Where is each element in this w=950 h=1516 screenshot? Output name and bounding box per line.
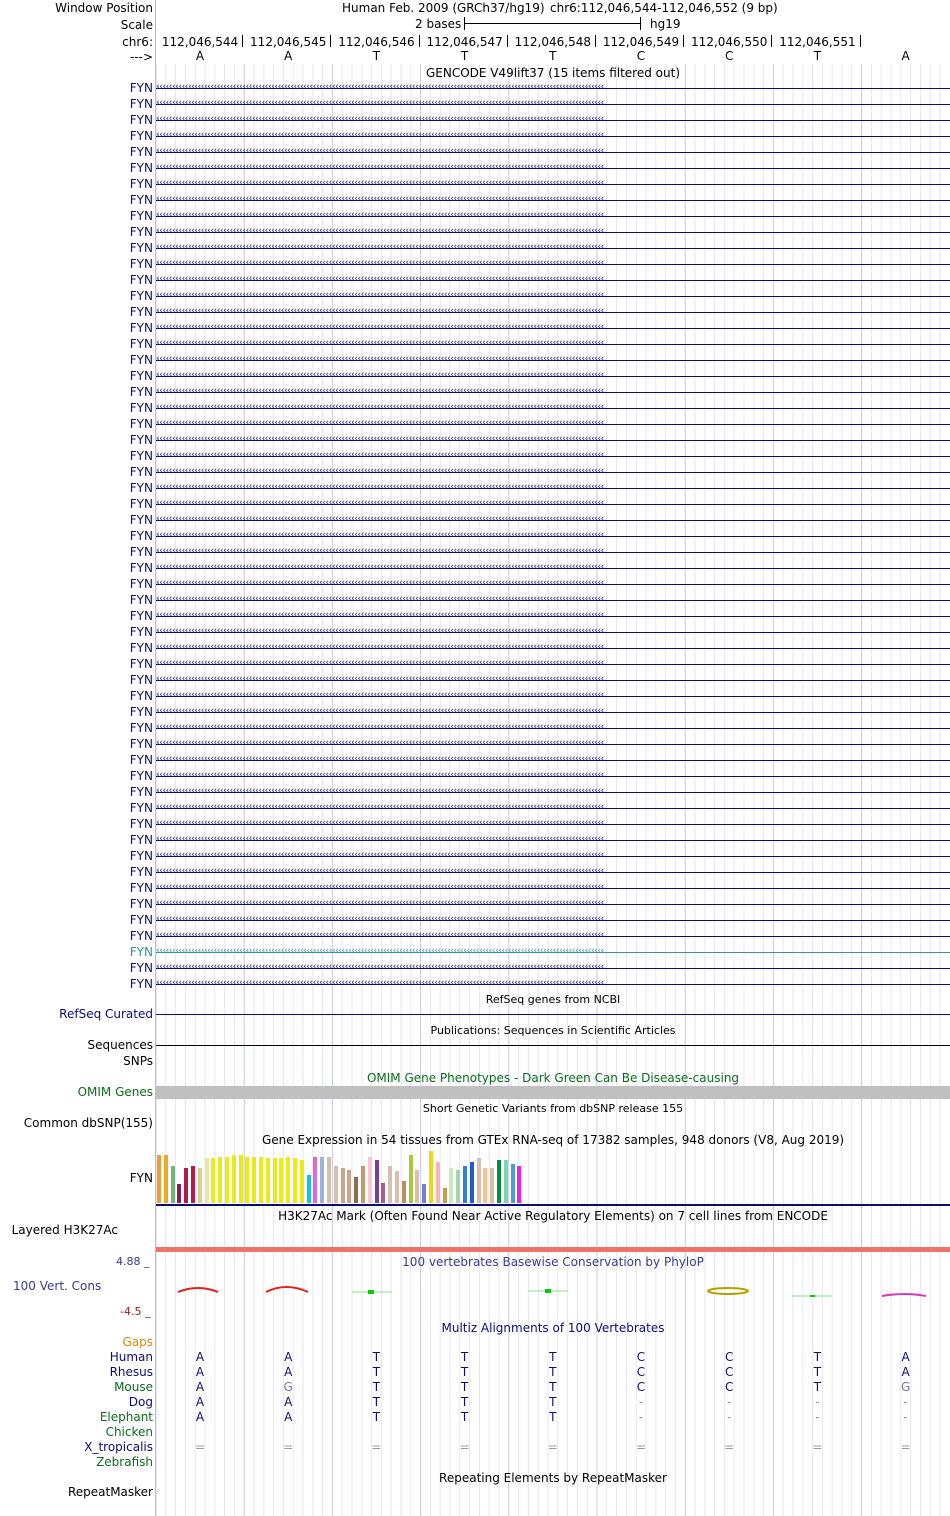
gencode-gene-label[interactable]: FYN [129,129,153,143]
strand-arrows: ‹‹‹‹‹‹‹‹‹‹‹‹‹‹‹‹‹‹‹‹‹‹‹‹‹‹‹‹‹‹‹‹‹‹‹‹‹‹‹‹‹‹‹‹‹‹‹‹‹‹‹‹‹‹‹‹‹‹‹‹‹‹‹‹‹‹‹‹‹‹‹‹‹‹‹‹‹‹‹‹‹‹‹‹‹‹‹‹‹‹‹‹‹‹‹‹‹‹‹‹‹‹‹‹‹‹‹‹‹‹‹‹‹‹‹‹‹‹‹‹‹‹‹‹‹‹‹‹‹‹‹‹‹‹‹‹‹‹‹‹ [156,274,604,284]
strand-arrows: ‹‹‹‹‹‹‹‹‹‹‹‹‹‹‹‹‹‹‹‹‹‹‹‹‹‹‹‹‹‹‹‹‹‹‹‹‹‹‹‹‹‹‹‹‹‹‹‹‹‹‹‹‹‹‹‹‹‹‹‹‹‹‹‹‹‹‹‹‹‹‹‹‹‹‹‹‹‹‹‹‹‹‹‹‹‹‹‹‹‹‹‹‹‹‹‹‹‹‹‹‹‹‹‹‹‹‹‹‹‹‹‹‹‹‹‹‹‹‹‹‹‹‹‹‹‹‹‹‹‹‹‹‹‹‹‹‹‹‹‹ [156,514,604,524]
gencode-gene-label[interactable]: FYN [129,369,153,383]
gencode-gene-label[interactable]: FYN [129,417,153,431]
aligned-base: C [724,1365,734,1379]
aligned-base: C [636,1350,646,1364]
gtex-tissue-bar[interactable] [483,1168,487,1203]
gtex-tissue-bar[interactable] [327,1157,331,1203]
gencode-gene-label[interactable]: FYN [129,113,153,127]
gencode-gene-label[interactable]: FYN [129,497,153,511]
strand-arrows: ‹‹‹‹‹‹‹‹‹‹‹‹‹‹‹‹‹‹‹‹‹‹‹‹‹‹‹‹‹‹‹‹‹‹‹‹‹‹‹‹‹‹‹‹‹‹‹‹‹‹‹‹‹‹‹‹‹‹‹‹‹‹‹‹‹‹‹‹‹‹‹‹‹‹‹‹‹‹‹‹‹‹‹‹‹‹‹‹‹‹‹‹‹‹‹‹‹‹‹‹‹‹‹‹‹‹‹‹‹‹‹‹‹‹‹‹‹‹‹‹‹‹‹‹‹‹‹‹‹‹‹‹‹‹‹‹‹‹‹‹ [156,242,604,252]
strand-arrows: ‹‹‹‹‹‹‹‹‹‹‹‹‹‹‹‹‹‹‹‹‹‹‹‹‹‹‹‹‹‹‹‹‹‹‹‹‹‹‹‹‹‹‹‹‹‹‹‹‹‹‹‹‹‹‹‹‹‹‹‹‹‹‹‹‹‹‹‹‹‹‹‹‹‹‹‹‹‹‹‹‹‹‹‹‹‹‹‹‹‹‹‹‹‹‹‹‹‹‹‹‹‹‹‹‹‹‹‹‹‹‹‹‹‹‹‹‹‹‹‹‹‹‹‹‹‹‹‹‹‹‹‹‹‹‹‹‹‹‹‹ [156,546,604,556]
gtex-tissue-bar[interactable] [245,1157,249,1203]
aligned-base: G [900,1380,911,1394]
gtex-tissue-bar[interactable] [415,1170,419,1203]
aligned-base: T [549,1365,557,1379]
gencode-gene-label[interactable]: FYN [129,609,153,623]
gtex-tissue-bar[interactable] [443,1188,447,1203]
gencode-gene-label[interactable]: FYN [129,401,153,415]
aligned-base: A [901,1350,910,1364]
reference-base: A [284,49,293,63]
ruler-coord: 112,046,549 [602,35,680,49]
gencode-gene-label[interactable]: FYN [129,193,153,207]
gtex-tissue-bar[interactable] [517,1166,521,1203]
aligned-base: A [284,1350,293,1364]
reference-base: T [372,49,381,63]
strand-arrows: ‹‹‹‹‹‹‹‹‹‹‹‹‹‹‹‹‹‹‹‹‹‹‹‹‹‹‹‹‹‹‹‹‹‹‹‹‹‹‹‹‹‹‹‹‹‹‹‹‹‹‹‹‹‹‹‹‹‹‹‹‹‹‹‹‹‹‹‹‹‹‹‹‹‹‹‹‹‹‹‹‹‹‹‹‹‹‹‹‹‹‹‹‹‹‹‹‹‹‹‹‹‹‹‹‹‹‹‹‹‹‹‹‹‹‹‹‹‹‹‹‹‹‹‹‹‹‹‹‹‹‹‹‹‹‹‹‹‹‹‹ [156,690,604,700]
species-label[interactable]: Dog [128,1395,153,1409]
gencode-gene-label[interactable]: FYN [129,273,153,287]
scale-bar-right-cap [640,17,641,30]
gtex-tissue-bar[interactable] [191,1166,195,1203]
strand-arrows: ‹‹‹‹‹‹‹‹‹‹‹‹‹‹‹‹‹‹‹‹‹‹‹‹‹‹‹‹‹‹‹‹‹‹‹‹‹‹‹‹‹‹‹‹‹‹‹‹‹‹‹‹‹‹‹‹‹‹‹‹‹‹‹‹‹‹‹‹‹‹‹‹‹‹‹‹‹‹‹‹‹‹‹‹‹‹‹‹‹‹‹‹‹‹‹‹‹‹‹‹‹‹‹‹‹‹‹‹‹‹‹‹‹‹‹‹‹‹‹‹‹‹‹‹‹‹‹‹‹‹‹‹‹‹‹‹‹‹‹‹ [156,850,604,860]
aligned-base: T [813,1350,822,1364]
gtex-tissue-bar[interactable] [293,1158,297,1203]
aligned-base: T [372,1380,381,1394]
strand-arrows: ‹‹‹‹‹‹‹‹‹‹‹‹‹‹‹‹‹‹‹‹‹‹‹‹‹‹‹‹‹‹‹‹‹‹‹‹‹‹‹‹‹‹‹‹‹‹‹‹‹‹‹‹‹‹‹‹‹‹‹‹‹‹‹‹‹‹‹‹‹‹‹‹‹‹‹‹‹‹‹‹‹‹‹‹‹‹‹‹‹‹‹‹‹‹‹‹‹‹‹‹‹‹‹‹‹‹‹‹‹‹‹‹‹‹‹‹‹‹‹‹‹‹‹‹‹‹‹‹‹‹‹‹‹‹‹‹‹‹‹‹ [156,914,604,924]
gtex-tissue-bar[interactable] [436,1162,440,1203]
species-label[interactable]: Rhesus [109,1365,153,1379]
aligned-base: A [284,1395,293,1409]
aligned-base: = [371,1440,382,1454]
aligned-base: T [460,1395,469,1409]
strand-arrows: ‹‹‹‹‹‹‹‹‹‹‹‹‹‹‹‹‹‹‹‹‹‹‹‹‹‹‹‹‹‹‹‹‹‹‹‹‹‹‹‹‹‹‹‹‹‹‹‹‹‹‹‹‹‹‹‹‹‹‹‹‹‹‹‹‹‹‹‹‹‹‹‹‹‹‹‹‹‹‹‹‹‹‹‹‹‹‹‹‹‹‹‹‹‹‹‹‹‹‹‹‹‹‹‹‹‹‹‹‹‹‹‹‹‹‹‹‹‹‹‹‹‹‹‹‹‹‹‹‹‹‹‹‹‹‹‹‹‹‹‹ [156,658,604,668]
strand-arrows: ‹‹‹‹‹‹‹‹‹‹‹‹‹‹‹‹‹‹‹‹‹‹‹‹‹‹‹‹‹‹‹‹‹‹‹‹‹‹‹‹‹‹‹‹‹‹‹‹‹‹‹‹‹‹‹‹‹‹‹‹‹‹‹‹‹‹‹‹‹‹‹‹‹‹‹‹‹‹‹‹‹‹‹‹‹‹‹‹‹‹‹‹‹‹‹‹‹‹‹‹‹‹‹‹‹‹‹‹‹‹‹‹‹‹‹‹‹‹‹‹‹‹‹‹‹‹‹‹‹‹‹‹‹‹‹‹‹‹‹‹ [156,194,604,204]
strand-arrows: ‹‹‹‹‹‹‹‹‹‹‹‹‹‹‹‹‹‹‹‹‹‹‹‹‹‹‹‹‹‹‹‹‹‹‹‹‹‹‹‹‹‹‹‹‹‹‹‹‹‹‹‹‹‹‹‹‹‹‹‹‹‹‹‹‹‹‹‹‹‹‹‹‹‹‹‹‹‹‹‹‹‹‹‹‹‹‹‹‹‹‹‹‹‹‹‹‹‹‹‹‹‹‹‹‹‹‹‹‹‹‹‹‹‹‹‹‹‹‹‹‹‹‹‹‹‹‹‹‹‹‹‹‹‹‹‹‹‹‹‹ [156,802,604,812]
reference-base: T [549,49,557,63]
aligned-base: = [812,1440,823,1454]
gencode-gene-label[interactable]: FYN [129,929,153,943]
aligned-base: A [901,1365,910,1379]
gtex-track-title[interactable]: Gene Expression in 54 tissues from GTEx RNA-seq of 17382 samples, 948 donors (V8, Aug 2019) [261,1133,845,1147]
aligned-base: A [284,1410,293,1424]
strand-arrows: ‹‹‹‹‹‹‹‹‹‹‹‹‹‹‹‹‹‹‹‹‹‹‹‹‹‹‹‹‹‹‹‹‹‹‹‹‹‹‹‹‹‹‹‹‹‹‹‹‹‹‹‹‹‹‹‹‹‹‹‹‹‹‹‹‹‹‹‹‹‹‹‹‹‹‹‹‹‹‹‹‹‹‹‹‹‹‹‹‹‹‹‹‹‹‹‹‹‹‹‹‹‹‹‹‹‹‹‹‹‹‹‹‹‹‹‹‹‹‹‹‹‹‹‹‹‹‹‹‹‹‹‹‹‹‹‹‹‹‹‹ [156,98,604,108]
strand-arrows: ‹‹‹‹‹‹‹‹‹‹‹‹‹‹‹‹‹‹‹‹‹‹‹‹‹‹‹‹‹‹‹‹‹‹‹‹‹‹‹‹‹‹‹‹‹‹‹‹‹‹‹‹‹‹‹‹‹‹‹‹‹‹‹‹‹‹‹‹‹‹‹‹‹‹‹‹‹‹‹‹‹‹‹‹‹‹‹‹‹‹‹‹‹‹‹‹‹‹‹‹‹‹‹‹‹‹‹‹‹‹‹‹‹‹‹‹‹‹‹‹‹‹‹‹‹‹‹‹‹‹‹‹‹‹‹‹‹‹‹‹ [156,866,604,876]
aligned-base: - [727,1395,732,1409]
strand-arrows: ‹‹‹‹‹‹‹‹‹‹‹‹‹‹‹‹‹‹‹‹‹‹‹‹‹‹‹‹‹‹‹‹‹‹‹‹‹‹‹‹‹‹‹‹‹‹‹‹‹‹‹‹‹‹‹‹‹‹‹‹‹‹‹‹‹‹‹‹‹‹‹‹‹‹‹‹‹‹‹‹‹‹‹‹‹‹‹‹‹‹‹‹‹‹‹‹‹‹‹‹‹‹‹‹‹‹‹‹‹‹‹‹‹‹‹‹‹‹‹‹‹‹‹‹‹‹‹‹‹‹‹‹‹‹‹‹‹‹‹‹ [156,930,604,940]
gtex-tissue-bar[interactable] [368,1157,372,1203]
gtex-tissue-bar[interactable] [477,1158,481,1203]
species-label[interactable]: Elephant [99,1410,153,1424]
reference-base: C [636,49,646,63]
gtex-tissue-bar[interactable] [402,1181,406,1203]
gencode-gene-label[interactable]: FYN [129,465,153,479]
strand-arrows: ‹‹‹‹‹‹‹‹‹‹‹‹‹‹‹‹‹‹‹‹‹‹‹‹‹‹‹‹‹‹‹‹‹‹‹‹‹‹‹‹‹‹‹‹‹‹‹‹‹‹‹‹‹‹‹‹‹‹‹‹‹‹‹‹‹‹‹‹‹‹‹‹‹‹‹‹‹‹‹‹‹‹‹‹‹‹‹‹‹‹‹‹‹‹‹‹‹‹‹‹‹‹‹‹‹‹‹‹‹‹‹‹‹‹‹‹‹‹‹‹‹‹‹‹‹‹‹‹‹‹‹‹‹‹‹‹‹‹‹‹ [156,754,604,764]
aligned-base: - [815,1410,820,1424]
aligned-base: - [903,1395,908,1409]
gtex-tissue-bar[interactable] [429,1151,433,1203]
aligned-base: T [813,1365,822,1379]
dbsnp-track-label[interactable]: Common dbSNP(155) [23,1116,153,1130]
gtex-tissue-bar[interactable] [490,1168,494,1203]
strand-arrows: ‹‹‹‹‹‹‹‹‹‹‹‹‹‹‹‹‹‹‹‹‹‹‹‹‹‹‹‹‹‹‹‹‹‹‹‹‹‹‹‹‹‹‹‹‹‹‹‹‹‹‹‹‹‹‹‹‹‹‹‹‹‹‹‹‹‹‹‹‹‹‹‹‹‹‹‹‹‹‹‹‹‹‹‹‹‹‹‹‹‹‹‹‹‹‹‹‹‹‹‹‹‹‹‹‹‹‹‹‹‹‹‹‹‹‹‹‹‹‹‹‹‹‹‹‹‹‹‹‹‹‹‹‹‹‹‹‹‹‹‹ [156,818,604,828]
species-label[interactable]: Mouse [114,1380,153,1394]
h3k27ac-track-label[interactable]: Layered H3K27Ac [11,1223,118,1237]
scale-bar-left-cap [464,17,465,30]
strand-label: ---> [129,50,153,64]
gtex-tissue-bar[interactable] [388,1166,392,1203]
strand-arrows: ‹‹‹‹‹‹‹‹‹‹‹‹‹‹‹‹‹‹‹‹‹‹‹‹‹‹‹‹‹‹‹‹‹‹‹‹‹‹‹‹‹‹‹‹‹‹‹‹‹‹‹‹‹‹‹‹‹‹‹‹‹‹‹‹‹‹‹‹‹‹‹‹‹‹‹‹‹‹‹‹‹‹‹‹‹‹‹‹‹‹‹‹‹‹‹‹‹‹‹‹‹‹‹‹‹‹‹‹‹‹‹‹‹‹‹‹‹‹‹‹‹‹‹‹‹‹‹‹‹‹‹‹‹‹‹‹‹‹‹‹ [156,322,604,332]
strand-arrows: ‹‹‹‹‹‹‹‹‹‹‹‹‹‹‹‹‹‹‹‹‹‹‹‹‹‹‹‹‹‹‹‹‹‹‹‹‹‹‹‹‹‹‹‹‹‹‹‹‹‹‹‹‹‹‹‹‹‹‹‹‹‹‹‹‹‹‹‹‹‹‹‹‹‹‹‹‹‹‹‹‹‹‹‹‹‹‹‹‹‹‹‹‹‹‹‹‹‹‹‹‹‹‹‹‹‹‹‹‹‹‹‹‹‹‹‹‹‹‹‹‹‹‹‹‹‹‹‹‹‹‹‹‹‹‹‹‹‹‹‹ [156,578,604,588]
omim-track-title[interactable]: OMIM Gene Phenotypes - Dark Green Can Be Disease-causing [366,1071,740,1085]
strand-arrows: ‹‹‹‹‹‹‹‹‹‹‹‹‹‹‹‹‹‹‹‹‹‹‹‹‹‹‹‹‹‹‹‹‹‹‹‹‹‹‹‹‹‹‹‹‹‹‹‹‹‹‹‹‹‹‹‹‹‹‹‹‹‹‹‹‹‹‹‹‹‹‹‹‹‹‹‹‹‹‹‹‹‹‹‹‹‹‹‹‹‹‹‹‹‹‹‹‹‹‹‹‹‹‹‹‹‹‹‹‹‹‹‹‹‹‹‹‹‹‹‹‹‹‹‹‹‹‹‹‹‹‹‹‹‹‹‹‹‹‹‹ [156,386,604,396]
strand-arrows: ‹‹‹‹‹‹‹‹‹‹‹‹‹‹‹‹‹‹‹‹‹‹‹‹‹‹‹‹‹‹‹‹‹‹‹‹‹‹‹‹‹‹‹‹‹‹‹‹‹‹‹‹‹‹‹‹‹‹‹‹‹‹‹‹‹‹‹‹‹‹‹‹‹‹‹‹‹‹‹‹‹‹‹‹‹‹‹‹‹‹‹‹‹‹‹‹‹‹‹‹‹‹‹‹‹‹‹‹‹‹‹‹‹‹‹‹‹‹‹‹‹‹‹‹‹‹‹‹‹‹‹‹‹‹‹‹‹‹‹‹ [156,770,604,780]
gencode-gene-label[interactable]: FYN [129,257,153,271]
gtex-tissue-bar[interactable] [497,1160,501,1203]
chrom-label: chr6: [122,35,153,49]
gtex-tissue-bar[interactable] [504,1160,508,1203]
gencode-gene-label[interactable]: FYN [129,577,153,591]
ruler-coord: 112,046,546 [338,35,415,49]
gaps-label: Gaps [122,1335,153,1349]
strand-arrows: ‹‹‹‹‹‹‹‹‹‹‹‹‹‹‹‹‹‹‹‹‹‹‹‹‹‹‹‹‹‹‹‹‹‹‹‹‹‹‹‹‹‹‹‹‹‹‹‹‹‹‹‹‹‹‹‹‹‹‹‹‹‹‹‹‹‹‹‹‹‹‹‹‹‹‹‹‹‹‹‹‹‹‹‹‹‹‹‹‹‹‹‹‹‹‹‹‹‹‹‹‹‹‹‹‹‹‹‹‹‹‹‹‹‹‹‹‹‹‹‹‹‹‹‹‹‹‹‹‹‹‹‹‹‹‹‹‹‹‹‹ [156,946,604,956]
gtex-tissue-bar[interactable] [177,1184,181,1203]
gencode-gene-label[interactable]: FYN [129,721,153,735]
aligned-base: T [460,1365,469,1379]
phylop-signal[interactable] [156,1270,950,1310]
gencode-gene-label[interactable]: FYN [129,961,153,975]
gencode-gene-label[interactable]: FYN [129,801,153,815]
aligned-base: A [195,1350,205,1364]
gtex-tissue-bar[interactable] [361,1166,365,1203]
aligned-base: A [195,1395,205,1409]
gtex-tissue-bar[interactable] [184,1168,188,1203]
gtex-tissue-bar[interactable] [511,1164,515,1203]
gtex-tissue-bar[interactable] [218,1157,222,1203]
multiz-track-title[interactable]: Multiz Alignments of 100 Vertebrates [441,1321,665,1335]
aligned-base: - [638,1395,644,1409]
aligned-base: T [460,1410,469,1424]
gencode-gene-label[interactable]: FYN [129,305,153,319]
strand-arrows: ‹‹‹‹‹‹‹‹‹‹‹‹‹‹‹‹‹‹‹‹‹‹‹‹‹‹‹‹‹‹‹‹‹‹‹‹‹‹‹‹‹‹‹‹‹‹‹‹‹‹‹‹‹‹‹‹‹‹‹‹‹‹‹‹‹‹‹‹‹‹‹‹‹‹‹‹‹‹‹‹‹‹‹‹‹‹‹‹‹‹‹‹‹‹‹‹‹‹‹‹‹‹‹‹‹‹‹‹‹‹‹‹‹‹‹‹‹‹‹‹‹‹‹‹‹‹‹‹‹‹‹‹‹‹‹‹‹‹‹‹ [156,338,604,348]
species-label[interactable]: X_tropicalis [84,1440,153,1454]
strand-arrows: ‹‹‹‹‹‹‹‹‹‹‹‹‹‹‹‹‹‹‹‹‹‹‹‹‹‹‹‹‹‹‹‹‹‹‹‹‹‹‹‹‹‹‹‹‹‹‹‹‹‹‹‹‹‹‹‹‹‹‹‹‹‹‹‹‹‹‹‹‹‹‹‹‹‹‹‹‹‹‹‹‹‹‹‹‹‹‹‹‹‹‹‹‹‹‹‹‹‹‹‹‹‹‹‹‹‹‹‹‹‹‹‹‹‹‹‹‹‹‹‹‹‹‹‹‹‹‹‹‹‹‹‹‹‹‹‹‹‹‹‹ [156,594,604,604]
repeatmasker-track-title[interactable]: Repeating Elements by RepeatMasker [439,1471,667,1485]
aligned-base: T [372,1410,381,1424]
reference-base: A [901,49,910,63]
reference-base: T [460,49,469,63]
dbsnp-track-title[interactable]: Short Genetic Variants from dbSNP release 155 [422,1102,684,1115]
strand-arrows: ‹‹‹‹‹‹‹‹‹‹‹‹‹‹‹‹‹‹‹‹‹‹‹‹‹‹‹‹‹‹‹‹‹‹‹‹‹‹‹‹‹‹‹‹‹‹‹‹‹‹‹‹‹‹‹‹‹‹‹‹‹‹‹‹‹‹‹‹‹‹‹‹‹‹‹‹‹‹‹‹‹‹‹‹‹‹‹‹‹‹‹‹‹‹‹‹‹‹‹‹‹‹‹‹‹‹‹‹‹‹‹‹‹‹‹‹‹‹‹‹‹‹‹‹‹‹‹‹‹‹‹‹‹‹‹‹‹‹‹‹ [156,370,604,380]
gencode-gene-label[interactable]: FYN [129,177,153,191]
aligned-base: = [459,1440,470,1454]
strand-arrows: ‹‹‹‹‹‹‹‹‹‹‹‹‹‹‹‹‹‹‹‹‹‹‹‹‹‹‹‹‹‹‹‹‹‹‹‹‹‹‹‹‹‹‹‹‹‹‹‹‹‹‹‹‹‹‹‹‹‹‹‹‹‹‹‹‹‹‹‹‹‹‹‹‹‹‹‹‹‹‹‹‹‹‹‹‹‹‹‹‹‹‹‹‹‹‹‹‹‹‹‹‹‹‹‹‹‹‹‹‹‹‹‹‹‹‹‹‹‹‹‹‹‹‹‹‹‹‹‹‹‹‹‹‹‹‹‹‹‹‹‹ [156,738,604,748]
ruler-coord: 112,046,551 [779,35,856,49]
gencode-gene-label[interactable]: FYN [129,449,153,463]
h3k27ac-track-title[interactable]: H3K27Ac Mark (Often Found Near Active Regulatory Elements) on 7 cell lines from ENCODE [278,1209,828,1223]
gtex-tissue-bar[interactable] [456,1170,460,1203]
strand-arrows: ‹‹‹‹‹‹‹‹‹‹‹‹‹‹‹‹‹‹‹‹‹‹‹‹‹‹‹‹‹‹‹‹‹‹‹‹‹‹‹‹‹‹‹‹‹‹‹‹‹‹‹‹‹‹‹‹‹‹‹‹‹‹‹‹‹‹‹‹‹‹‹‹‹‹‹‹‹‹‹‹‹‹‹‹‹‹‹‹‹‹‹‹‹‹‹‹‹‹‹‹‹‹‹‹‹‹‹‹‹‹‹‹‹‹‹‹‹‹‹‹‹‹‹‹‹‹‹‹‹‹‹‹‹‹‹‹‹‹‹‹ [156,162,604,172]
strand-arrows: ‹‹‹‹‹‹‹‹‹‹‹‹‹‹‹‹‹‹‹‹‹‹‹‹‹‹‹‹‹‹‹‹‹‹‹‹‹‹‹‹‹‹‹‹‹‹‹‹‹‹‹‹‹‹‹‹‹‹‹‹‹‹‹‹‹‹‹‹‹‹‹‹‹‹‹‹‹‹‹‹‹‹‹‹‹‹‹‹‹‹‹‹‹‹‹‹‹‹‹‹‹‹‹‹‹‹‹‹‹‹‹‹‹‹‹‹‹‹‹‹‹‹‹‹‹‹‹‹‹‹‹‹‹‹‹‹‹‹‹‹ [156,498,604,508]
aligned-base: = [900,1440,911,1454]
strand-arrows: ‹‹‹‹‹‹‹‹‹‹‹‹‹‹‹‹‹‹‹‹‹‹‹‹‹‹‹‹‹‹‹‹‹‹‹‹‹‹‹‹‹‹‹‹‹‹‹‹‹‹‹‹‹‹‹‹‹‹‹‹‹‹‹‹‹‹‹‹‹‹‹‹‹‹‹‹‹‹‹‹‹‹‹‹‹‹‹‹‹‹‹‹‹‹‹‹‹‹‹‹‹‹‹‹‹‹‹‹‹‹‹‹‹‹‹‹‹‹‹‹‹‹‹‹‹‹‹‹‹‹‹‹‹‹‹‹‹‹‹‹ [156,898,604,908]
aligned-base: T [549,1380,557,1394]
ruler-coord: 112,046,548 [514,35,591,49]
strand-arrows: ‹‹‹‹‹‹‹‹‹‹‹‹‹‹‹‹‹‹‹‹‹‹‹‹‹‹‹‹‹‹‹‹‹‹‹‹‹‹‹‹‹‹‹‹‹‹‹‹‹‹‹‹‹‹‹‹‹‹‹‹‹‹‹‹‹‹‹‹‹‹‹‹‹‹‹‹‹‹‹‹‹‹‹‹‹‹‹‹‹‹‹‹‹‹‹‹‹‹‹‹‹‹‹‹‹‹‹‹‹‹‹‹‹‹‹‹‹‹‹‹‹‹‹‹‹‹‹‹‹‹‹‹‹‹‹‹‹‹‹‹ [156,146,604,156]
aligned-base: T [813,1380,822,1394]
gtex-tissue-bar[interactable] [205,1158,209,1203]
aligned-base: A [195,1365,205,1379]
gencode-gene-label[interactable]: FYN [129,817,153,831]
strand-arrows: ‹‹‹‹‹‹‹‹‹‹‹‹‹‹‹‹‹‹‹‹‹‹‹‹‹‹‹‹‹‹‹‹‹‹‹‹‹‹‹‹‹‹‹‹‹‹‹‹‹‹‹‹‹‹‹‹‹‹‹‹‹‹‹‹‹‹‹‹‹‹‹‹‹‹‹‹‹‹‹‹‹‹‹‹‹‹‹‹‹‹‹‹‹‹‹‹‹‹‹‹‹‹‹‹‹‹‹‹‹‹‹‹‹‹‹‹‹‹‹‹‹‹‹‹‹‹‹‹‹‹‹‹‹‹‹‹‹‹‹‹ [156,626,604,636]
scale-label: Scale [120,18,153,32]
gtex-tissue-bar[interactable] [239,1155,243,1203]
gencode-gene-label[interactable]: FYN [129,881,153,895]
snps-track-label[interactable]: SNPs [123,1054,153,1068]
strand-arrows: ‹‹‹‹‹‹‹‹‹‹‹‹‹‹‹‹‹‹‹‹‹‹‹‹‹‹‹‹‹‹‹‹‹‹‹‹‹‹‹‹‹‹‹‹‹‹‹‹‹‹‹‹‹‹‹‹‹‹‹‹‹‹‹‹‹‹‹‹‹‹‹‹‹‹‹‹‹‹‹‹‹‹‹‹‹‹‹‹‹‹‹‹‹‹‹‹‹‹‹‹‹‹‹‹‹‹‹‹‹‹‹‹‹‹‹‹‹‹‹‹‹‹‹‹‹‹‹‹‹‹‹‹‹‹‹‹‹‹‹‹ [156,882,604,892]
strand-arrows: ‹‹‹‹‹‹‹‹‹‹‹‹‹‹‹‹‹‹‹‹‹‹‹‹‹‹‹‹‹‹‹‹‹‹‹‹‹‹‹‹‹‹‹‹‹‹‹‹‹‹‹‹‹‹‹‹‹‹‹‹‹‹‹‹‹‹‹‹‹‹‹‹‹‹‹‹‹‹‹‹‹‹‹‹‹‹‹‹‹‹‹‹‹‹‹‹‹‹‹‹‹‹‹‹‹‹‹‹‹‹‹‹‹‹‹‹‹‹‹‹‹‹‹‹‹‹‹‹‹‹‹‹‹‹‹‹‹‹‹‹ [156,82,604,92]
strand-arrows: ‹‹‹‹‹‹‹‹‹‹‹‹‹‹‹‹‹‹‹‹‹‹‹‹‹‹‹‹‹‹‹‹‹‹‹‹‹‹‹‹‹‹‹‹‹‹‹‹‹‹‹‹‹‹‹‹‹‹‹‹‹‹‹‹‹‹‹‹‹‹‹‹‹‹‹‹‹‹‹‹‹‹‹‹‹‹‹‹‹‹‹‹‹‹‹‹‹‹‹‹‹‹‹‹‹‹‹‹‹‹‹‹‹‹‹‹‹‹‹‹‹‹‹‹‹‹‹‹‹‹‹‹‹‹‹‹‹‹‹‹ [156,210,604,220]
gencode-gene-label[interactable]: FYN [129,865,153,879]
gencode-gene-label[interactable]: FYN [129,225,153,239]
scale-db: hg19 [650,17,681,31]
gtex-tissue-bar[interactable] [449,1168,453,1203]
gencode-gene-label[interactable]: FYN [129,641,153,655]
gencode-gene-label[interactable]: FYN [129,433,153,447]
aligned-base: - [903,1410,908,1424]
gencode-gene-label[interactable]: FYN [129,673,153,687]
aligned-base: T [460,1350,469,1364]
gencode-gene-label[interactable]: FYN [129,593,153,607]
gtex-tissue-bar[interactable] [395,1171,399,1203]
assembly-title: Human Feb. 2009 (GRCh37/hg19) [342,1,545,15]
gtex-tissue-bar[interactable] [354,1177,358,1203]
gencode-gene-label[interactable]: FYN [129,353,153,367]
gencode-gene-label[interactable]: FYN [129,161,153,175]
gencode-gene-label[interactable]: FYN [129,289,153,303]
gtex-tissue-bar[interactable] [198,1168,202,1203]
gencode-gene-label[interactable]: FYN [129,657,153,671]
aligned-base: C [724,1350,734,1364]
aligned-base: = [283,1440,294,1454]
gencode-gene-label[interactable]: FYN [129,321,153,335]
gtex-tissue-bar[interactable] [259,1157,263,1203]
aligned-base: = [547,1440,558,1454]
strand-arrows: ‹‹‹‹‹‹‹‹‹‹‹‹‹‹‹‹‹‹‹‹‹‹‹‹‹‹‹‹‹‹‹‹‹‹‹‹‹‹‹‹‹‹‹‹‹‹‹‹‹‹‹‹‹‹‹‹‹‹‹‹‹‹‹‹‹‹‹‹‹‹‹‹‹‹‹‹‹‹‹‹‹‹‹‹‹‹‹‹‹‹‹‹‹‹‹‹‹‹‹‹‹‹‹‹‹‹‹‹‹‹‹‹‹‹‹‹‹‹‹‹‹‹‹‹‹‹‹‹‹‹‹‹‹‹‹‹‹‹‹‹ [156,178,604,188]
aligned-base: T [372,1350,381,1364]
gtex-tissue-bar[interactable] [334,1166,338,1203]
gtex-tissue-bar[interactable] [422,1184,426,1203]
gencode-gene-label[interactable]: FYN [129,209,153,223]
strand-arrows: ‹‹‹‹‹‹‹‹‹‹‹‹‹‹‹‹‹‹‹‹‹‹‹‹‹‹‹‹‹‹‹‹‹‹‹‹‹‹‹‹‹‹‹‹‹‹‹‹‹‹‹‹‹‹‹‹‹‹‹‹‹‹‹‹‹‹‹‹‹‹‹‹‹‹‹‹‹‹‹‹‹‹‹‹‹‹‹‹‹‹‹‹‹‹‹‹‹‹‹‹‹‹‹‹‹‹‹‹‹‹‹‹‹‹‹‹‹‹‹‹‹‹‹‹‹‹‹‹‹‹‹‹‹‹‹‹‹‹‹‹ [156,530,604,540]
gencode-gene-label[interactable]: FYN [129,769,153,783]
gencode-gene-label[interactable]: FYN [129,625,153,639]
repeatmasker-track-label[interactable]: RepeatMasker [67,1485,153,1499]
gtex-tissue-bar[interactable] [279,1158,283,1203]
gtex-tissue-bar[interactable] [252,1157,256,1203]
gencode-gene-label[interactable]: FYN [129,977,153,991]
species-label[interactable]: Zebrafish [96,1455,153,1469]
phylop-max-label: 4.88 _ [116,1255,150,1268]
gencode-gene-label[interactable]: FYN [129,81,153,95]
gtex-tissue-bar[interactable] [307,1175,311,1203]
ruler-coord: 112,046,545 [250,35,327,49]
gencode-track-title[interactable]: GENCODE V49lift37 (15 items filtered out) [425,66,680,80]
ruler-coord: 112,046,544 [161,35,239,49]
aligned-base: C [724,1380,734,1394]
omim-track-label[interactable]: OMIM Genes [77,1085,153,1099]
gencode-gene-label[interactable]: FYN [129,337,153,351]
gtex-track-label[interactable]: FYN [129,1171,153,1185]
strand-arrows: ‹‹‹‹‹‹‹‹‹‹‹‹‹‹‹‹‹‹‹‹‹‹‹‹‹‹‹‹‹‹‹‹‹‹‹‹‹‹‹‹‹‹‹‹‹‹‹‹‹‹‹‹‹‹‹‹‹‹‹‹‹‹‹‹‹‹‹‹‹‹‹‹‹‹‹‹‹‹‹‹‹‹‹‹‹‹‹‹‹‹‹‹‹‹‹‹‹‹‹‹‹‹‹‹‹‹‹‹‹‹‹‹‹‹‹‹‹‹‹‹‹‹‹‹‹‹‹‹‹‹‹‹‹‹‹‹‹‹‹‹ [156,786,604,796]
aligned-base: A [284,1365,293,1379]
aligned-base: - [815,1395,820,1409]
gencode-gene-label[interactable]: FYN [129,753,153,767]
gencode-gene-label[interactable]: FYN [129,385,153,399]
gencode-gene-label[interactable]: FYN [129,945,153,959]
reference-base: A [195,49,205,63]
aligned-base: - [727,1410,732,1424]
h3k27ac-signal[interactable] [156,1247,950,1252]
gencode-gene-label[interactable]: FYN [129,913,153,927]
strand-arrows: ‹‹‹‹‹‹‹‹‹‹‹‹‹‹‹‹‹‹‹‹‹‹‹‹‹‹‹‹‹‹‹‹‹‹‹‹‹‹‹‹‹‹‹‹‹‹‹‹‹‹‹‹‹‹‹‹‹‹‹‹‹‹‹‹‹‹‹‹‹‹‹‹‹‹‹‹‹‹‹‹‹‹‹‹‹‹‹‹‹‹‹‹‹‹‹‹‹‹‹‹‹‹‹‹‹‹‹‹‹‹‹‹‹‹‹‹‹‹‹‹‹‹‹‹‹‹‹‹‹‹‹‹‹‹‹‹‹‹‹‹ [156,258,604,268]
gencode-gene-label[interactable]: FYN [129,97,153,111]
gtex-tissue-bar[interactable] [164,1155,168,1203]
strand-arrows: ‹‹‹‹‹‹‹‹‹‹‹‹‹‹‹‹‹‹‹‹‹‹‹‹‹‹‹‹‹‹‹‹‹‹‹‹‹‹‹‹‹‹‹‹‹‹‹‹‹‹‹‹‹‹‹‹‹‹‹‹‹‹‹‹‹‹‹‹‹‹‹‹‹‹‹‹‹‹‹‹‹‹‹‹‹‹‹‹‹‹‹‹‹‹‹‹‹‹‹‹‹‹‹‹‹‹‹‹‹‹‹‹‹‹‹‹‹‹‹‹‹‹‹‹‹‹‹‹‹‹‹‹‹‹‹‹‹‹‹‹ [156,978,604,988]
strand-arrows: ‹‹‹‹‹‹‹‹‹‹‹‹‹‹‹‹‹‹‹‹‹‹‹‹‹‹‹‹‹‹‹‹‹‹‹‹‹‹‹‹‹‹‹‹‹‹‹‹‹‹‹‹‹‹‹‹‹‹‹‹‹‹‹‹‹‹‹‹‹‹‹‹‹‹‹‹‹‹‹‹‹‹‹‹‹‹‹‹‹‹‹‹‹‹‹‹‹‹‹‹‹‹‹‹‹‹‹‹‹‹‹‹‹‹‹‹‹‹‹‹‹‹‹‹‹‹‹‹‹‹‹‹‹‹‹‹‹‹‹‹ [156,354,604,364]
strand-arrows: ‹‹‹‹‹‹‹‹‹‹‹‹‹‹‹‹‹‹‹‹‹‹‹‹‹‹‹‹‹‹‹‹‹‹‹‹‹‹‹‹‹‹‹‹‹‹‹‹‹‹‹‹‹‹‹‹‹‹‹‹‹‹‹‹‹‹‹‹‹‹‹‹‹‹‹‹‹‹‹‹‹‹‹‹‹‹‹‹‹‹‹‹‹‹‹‹‹‹‹‹‹‹‹‹‹‹‹‹‹‹‹‹‹‹‹‹‹‹‹‹‹‹‹‹‹‹‹‹‹‹‹‹‹‹‹‹‹‹‹‹ [156,642,604,652]
gencode-gene-label[interactable]: FYN [129,145,153,159]
aligned-base: C [636,1380,646,1394]
gencode-gene-label[interactable]: FYN [129,705,153,719]
gencode-gene-label[interactable]: FYN [129,833,153,847]
gtex-tissue-bar[interactable] [347,1170,351,1203]
gtex-tissue-bar[interactable] [211,1158,215,1203]
aligned-base: = [194,1440,206,1454]
scale-bar [464,23,640,24]
aligned-base: T [372,1395,381,1409]
strand-arrows: ‹‹‹‹‹‹‹‹‹‹‹‹‹‹‹‹‹‹‹‹‹‹‹‹‹‹‹‹‹‹‹‹‹‹‹‹‹‹‹‹‹‹‹‹‹‹‹‹‹‹‹‹‹‹‹‹‹‹‹‹‹‹‹‹‹‹‹‹‹‹‹‹‹‹‹‹‹‹‹‹‹‹‹‹‹‹‹‹‹‹‹‹‹‹‹‹‹‹‹‹‹‹‹‹‹‹‹‹‹‹‹‹‹‹‹‹‹‹‹‹‹‹‹‹‹‹‹‹‹‹‹‹‹‹‹‹‹‹‹‹ [156,450,604,460]
strand-arrows: ‹‹‹‹‹‹‹‹‹‹‹‹‹‹‹‹‹‹‹‹‹‹‹‹‹‹‹‹‹‹‹‹‹‹‹‹‹‹‹‹‹‹‹‹‹‹‹‹‹‹‹‹‹‹‹‹‹‹‹‹‹‹‹‹‹‹‹‹‹‹‹‹‹‹‹‹‹‹‹‹‹‹‹‹‹‹‹‹‹‹‹‹‹‹‹‹‹‹‹‹‹‹‹‹‹‹‹‹‹‹‹‹‹‹‹‹‹‹‹‹‹‹‹‹‹‹‹‹‹‹‹‹‹‹‹‹‹‹‹‹ [156,434,604,444]
gtex-tissue-bar[interactable] [320,1157,324,1203]
strand-arrows: ‹‹‹‹‹‹‹‹‹‹‹‹‹‹‹‹‹‹‹‹‹‹‹‹‹‹‹‹‹‹‹‹‹‹‹‹‹‹‹‹‹‹‹‹‹‹‹‹‹‹‹‹‹‹‹‹‹‹‹‹‹‹‹‹‹‹‹‹‹‹‹‹‹‹‹‹‹‹‹‹‹‹‹‹‹‹‹‹‹‹‹‹‹‹‹‹‹‹‹‹‹‹‹‹‹‹‹‹‹‹‹‹‹‹‹‹‹‹‹‹‹‹‹‹‹‹‹‹‹‹‹‹‹‹‹‹‹‹‹‹ [156,610,604,620]
omim-phenotype-bar[interactable] [156,1086,950,1099]
phylop-min-label: -4.5 _ [120,1305,151,1318]
gencode-gene-label[interactable]: FYN [129,481,153,495]
aligned-base: T [549,1410,557,1424]
strand-arrows: ‹‹‹‹‹‹‹‹‹‹‹‹‹‹‹‹‹‹‹‹‹‹‹‹‹‹‹‹‹‹‹‹‹‹‹‹‹‹‹‹‹‹‹‹‹‹‹‹‹‹‹‹‹‹‹‹‹‹‹‹‹‹‹‹‹‹‹‹‹‹‹‹‹‹‹‹‹‹‹‹‹‹‹‹‹‹‹‹‹‹‹‹‹‹‹‹‹‹‹‹‹‹‹‹‹‹‹‹‹‹‹‹‹‹‹‹‹‹‹‹‹‹‹‹‹‹‹‹‹‹‹‹‹‹‹‹‹‹‹‹ [156,130,604,140]
gencode-gene-label[interactable]: FYN [129,529,153,543]
strand-arrows: ‹‹‹‹‹‹‹‹‹‹‹‹‹‹‹‹‹‹‹‹‹‹‹‹‹‹‹‹‹‹‹‹‹‹‹‹‹‹‹‹‹‹‹‹‹‹‹‹‹‹‹‹‹‹‹‹‹‹‹‹‹‹‹‹‹‹‹‹‹‹‹‹‹‹‹‹‹‹‹‹‹‹‹‹‹‹‹‹‹‹‹‹‹‹‹‹‹‹‹‹‹‹‹‹‹‹‹‹‹‹‹‹‹‹‹‹‹‹‹‹‹‹‹‹‹‹‹‹‹‹‹‹‹‹‹‹‹‹‹‹ [156,466,604,476]
gtex-tissue-bar[interactable] [300,1160,304,1203]
gtex-baseline [156,1204,950,1206]
strand-arrows: ‹‹‹‹‹‹‹‹‹‹‹‹‹‹‹‹‹‹‹‹‹‹‹‹‹‹‹‹‹‹‹‹‹‹‹‹‹‹‹‹‹‹‹‹‹‹‹‹‹‹‹‹‹‹‹‹‹‹‹‹‹‹‹‹‹‹‹‹‹‹‹‹‹‹‹‹‹‹‹‹‹‹‹‹‹‹‹‹‹‹‹‹‹‹‹‹‹‹‹‹‹‹‹‹‹‹‹‹‹‹‹‹‹‹‹‹‹‹‹‹‹‹‹‹‹‹‹‹‹‹‹‹‹‹‹‹‹‹‹‹ [156,482,604,492]
gencode-gene-label[interactable]: FYN [129,785,153,799]
gtex-tissue-bar[interactable] [157,1155,161,1203]
gtex-tissue-bar[interactable] [375,1160,379,1203]
gencode-gene-label[interactable]: FYN [129,561,153,575]
gtex-tissue-bar[interactable] [313,1157,317,1203]
gtex-tissue-bar[interactable] [463,1166,467,1203]
sequences-line[interactable] [156,1045,950,1046]
aligned-base: T [549,1395,557,1409]
gtex-tissue-bar[interactable] [381,1183,385,1203]
ruler-tick [860,35,861,47]
aligned-base: C [636,1365,646,1379]
gtex-tissue-bar[interactable] [341,1168,345,1203]
aligned-base: = [724,1440,735,1454]
strand-arrows: ‹‹‹‹‹‹‹‹‹‹‹‹‹‹‹‹‹‹‹‹‹‹‹‹‹‹‹‹‹‹‹‹‹‹‹‹‹‹‹‹‹‹‹‹‹‹‹‹‹‹‹‹‹‹‹‹‹‹‹‹‹‹‹‹‹‹‹‹‹‹‹‹‹‹‹‹‹‹‹‹‹‹‹‹‹‹‹‹‹‹‹‹‹‹‹‹‹‹‹‹‹‹‹‹‹‹‹‹‹‹‹‹‹‹‹‹‹‹‹‹‹‹‹‹‹‹‹‹‹‹‹‹‹‹‹‹‹‹‹‹ [156,962,604,972]
gtex-tissue-bar[interactable] [409,1155,413,1203]
gencode-gene-label[interactable]: FYN [129,241,153,255]
gtex-tissue-bar[interactable] [273,1158,277,1203]
strand-arrows: ‹‹‹‹‹‹‹‹‹‹‹‹‹‹‹‹‹‹‹‹‹‹‹‹‹‹‹‹‹‹‹‹‹‹‹‹‹‹‹‹‹‹‹‹‹‹‹‹‹‹‹‹‹‹‹‹‹‹‹‹‹‹‹‹‹‹‹‹‹‹‹‹‹‹‹‹‹‹‹‹‹‹‹‹‹‹‹‹‹‹‹‹‹‹‹‹‹‹‹‹‹‹‹‹‹‹‹‹‹‹‹‹‹‹‹‹‹‹‹‹‹‹‹‹‹‹‹‹‹‹‹‹‹‹‹‹‹‹‹‹ [156,226,604,236]
ruler-coord: 112,046,547 [426,35,503,49]
gtex-tissue-bar[interactable] [286,1157,290,1203]
refseq-track-title[interactable]: RefSeq genes from NCBI [485,993,621,1006]
refseq-track-label[interactable]: RefSeq Curated [59,1007,153,1021]
aligned-base: = [635,1440,647,1454]
gencode-gene-label[interactable]: FYN [129,513,153,527]
gtex-tissue-bar[interactable] [225,1157,229,1203]
aligned-base: G [283,1380,293,1394]
strand-arrows: ‹‹‹‹‹‹‹‹‹‹‹‹‹‹‹‹‹‹‹‹‹‹‹‹‹‹‹‹‹‹‹‹‹‹‹‹‹‹‹‹‹‹‹‹‹‹‹‹‹‹‹‹‹‹‹‹‹‹‹‹‹‹‹‹‹‹‹‹‹‹‹‹‹‹‹‹‹‹‹‹‹‹‹‹‹‹‹‹‹‹‹‹‹‹‹‹‹‹‹‹‹‹‹‹‹‹‹‹‹‹‹‹‹‹‹‹‹‹‹‹‹‹‹‹‹‹‹‹‹‹‹‹‹‹‹‹‹‹‹‹ [156,674,604,684]
gtex-tissue-bar[interactable] [171,1166,175,1203]
gtex-tissue-bar[interactable] [232,1155,236,1203]
strand-arrows: ‹‹‹‹‹‹‹‹‹‹‹‹‹‹‹‹‹‹‹‹‹‹‹‹‹‹‹‹‹‹‹‹‹‹‹‹‹‹‹‹‹‹‹‹‹‹‹‹‹‹‹‹‹‹‹‹‹‹‹‹‹‹‹‹‹‹‹‹‹‹‹‹‹‹‹‹‹‹‹‹‹‹‹‹‹‹‹‹‹‹‹‹‹‹‹‹‹‹‹‹‹‹‹‹‹‹‹‹‹‹‹‹‹‹‹‹‹‹‹‹‹‹‹‹‹‹‹‹‹‹‹‹‹‹‹‹‹‹‹‹ [156,114,604,124]
phylop-track-label[interactable]: 100 Vert. Cons [13,1279,102,1293]
scale-text: 2 bases [415,17,462,31]
reference-base: T [813,49,822,63]
window-position-label: Window Position [55,1,153,15]
gtex-tissue-bar[interactable] [470,1162,474,1203]
strand-arrows: ‹‹‹‹‹‹‹‹‹‹‹‹‹‹‹‹‹‹‹‹‹‹‹‹‹‹‹‹‹‹‹‹‹‹‹‹‹‹‹‹‹‹‹‹‹‹‹‹‹‹‹‹‹‹‹‹‹‹‹‹‹‹‹‹‹‹‹‹‹‹‹‹‹‹‹‹‹‹‹‹‹‹‹‹‹‹‹‹‹‹‹‹‹‹‹‹‹‹‹‹‹‹‹‹‹‹‹‹‹‹‹‹‹‹‹‹‹‹‹‹‹‹‹‹‹‹‹‹‹‹‹‹‹‹‹‹‹‹‹‹ [156,562,604,572]
gtex-tissue-bar[interactable] [266,1158,270,1203]
strand-arrows: ‹‹‹‹‹‹‹‹‹‹‹‹‹‹‹‹‹‹‹‹‹‹‹‹‹‹‹‹‹‹‹‹‹‹‹‹‹‹‹‹‹‹‹‹‹‹‹‹‹‹‹‹‹‹‹‹‹‹‹‹‹‹‹‹‹‹‹‹‹‹‹‹‹‹‹‹‹‹‹‹‹‹‹‹‹‹‹‹‹‹‹‹‹‹‹‹‹‹‹‹‹‹‹‹‹‹‹‹‹‹‹‹‹‹‹‹‹‹‹‹‹‹‹‹‹‹‹‹‹‹‹‹‹‹‹‹‹‹‹‹ [156,402,604,412]
gencode-gene-label[interactable]: FYN [129,545,153,559]
sequences-track-label[interactable]: Sequences [87,1038,153,1052]
strand-arrows: ‹‹‹‹‹‹‹‹‹‹‹‹‹‹‹‹‹‹‹‹‹‹‹‹‹‹‹‹‹‹‹‹‹‹‹‹‹‹‹‹‹‹‹‹‹‹‹‹‹‹‹‹‹‹‹‹‹‹‹‹‹‹‹‹‹‹‹‹‹‹‹‹‹‹‹‹‹‹‹‹‹‹‹‹‹‹‹‹‹‹‹‹‹‹‹‹‹‹‹‹‹‹‹‹‹‹‹‹‹‹‹‹‹‹‹‹‹‹‹‹‹‹‹‹‹‹‹‹‹‹‹‹‹‹‹‹‹‹‹‹ [156,834,604,844]
strand-arrows: ‹‹‹‹‹‹‹‹‹‹‹‹‹‹‹‹‹‹‹‹‹‹‹‹‹‹‹‹‹‹‹‹‹‹‹‹‹‹‹‹‹‹‹‹‹‹‹‹‹‹‹‹‹‹‹‹‹‹‹‹‹‹‹‹‹‹‹‹‹‹‹‹‹‹‹‹‹‹‹‹‹‹‹‹‹‹‹‹‹‹‹‹‹‹‹‹‹‹‹‹‹‹‹‹‹‹‹‹‹‹‹‹‹‹‹‹‹‹‹‹‹‹‹‹‹‹‹‹‹‹‹‹‹‹‹‹‹‹‹‹ [156,306,604,316]
species-label[interactable]: Chicken [105,1425,153,1439]
strand-arrows: ‹‹‹‹‹‹‹‹‹‹‹‹‹‹‹‹‹‹‹‹‹‹‹‹‹‹‹‹‹‹‹‹‹‹‹‹‹‹‹‹‹‹‹‹‹‹‹‹‹‹‹‹‹‹‹‹‹‹‹‹‹‹‹‹‹‹‹‹‹‹‹‹‹‹‹‹‹‹‹‹‹‹‹‹‹‹‹‹‹‹‹‹‹‹‹‹‹‹‹‹‹‹‹‹‹‹‹‹‹‹‹‹‹‹‹‹‹‹‹‹‹‹‹‹‹‹‹‹‹‹‹‹‹‹‹‹‹‹‹‹ [156,706,604,716]
position-readout: chr6:112,046,544-112,046,552 (9 bp) [550,1,778,15]
reference-base: C [724,49,734,63]
phylop-track-title[interactable]: 100 vertebrates Basewise Conservation by PhyloP [402,1255,704,1269]
aligned-base: T [460,1380,469,1394]
refseq-gene-line[interactable] [156,1014,950,1015]
strand-arrows: ‹‹‹‹‹‹‹‹‹‹‹‹‹‹‹‹‹‹‹‹‹‹‹‹‹‹‹‹‹‹‹‹‹‹‹‹‹‹‹‹‹‹‹‹‹‹‹‹‹‹‹‹‹‹‹‹‹‹‹‹‹‹‹‹‹‹‹‹‹‹‹‹‹‹‹‹‹‹‹‹‹‹‹‹‹‹‹‹‹‹‹‹‹‹‹‹‹‹‹‹‹‹‹‹‹‹‹‹‹‹‹‹‹‹‹‹‹‹‹‹‹‹‹‹‹‹‹‹‹‹‹‹‹‹‹‹‹‹‹‹ [156,722,604,732]
strand-arrows: ‹‹‹‹‹‹‹‹‹‹‹‹‹‹‹‹‹‹‹‹‹‹‹‹‹‹‹‹‹‹‹‹‹‹‹‹‹‹‹‹‹‹‹‹‹‹‹‹‹‹‹‹‹‹‹‹‹‹‹‹‹‹‹‹‹‹‹‹‹‹‹‹‹‹‹‹‹‹‹‹‹‹‹‹‹‹‹‹‹‹‹‹‹‹‹‹‹‹‹‹‹‹‹‹‹‹‹‹‹‹‹‹‹‹‹‹‹‹‹‹‹‹‹‹‹‹‹‹‹‹‹‹‹‹‹‹‹‹‹‹ [156,290,604,300]
species-label[interactable]: Human [109,1350,153,1364]
aligned-base: A [195,1410,205,1424]
gencode-gene-label[interactable]: FYN [129,849,153,863]
gencode-gene-label[interactable]: FYN [129,689,153,703]
strand-arrows: ‹‹‹‹‹‹‹‹‹‹‹‹‹‹‹‹‹‹‹‹‹‹‹‹‹‹‹‹‹‹‹‹‹‹‹‹‹‹‹‹‹‹‹‹‹‹‹‹‹‹‹‹‹‹‹‹‹‹‹‹‹‹‹‹‹‹‹‹‹‹‹‹‹‹‹‹‹‹‹‹‹‹‹‹‹‹‹‹‹‹‹‹‹‹‹‹‹‹‹‹‹‹‹‹‹‹‹‹‹‹‹‹‹‹‹‹‹‹‹‹‹‹‹‹‹‹‹‹‹‹‹‹‹‹‹‹‹‹‹‹ [156,418,604,428]
aligned-base: A [195,1380,205,1394]
gencode-gene-label[interactable]: FYN [129,897,153,911]
gencode-gene-label[interactable]: FYN [129,737,153,751]
publications-track-title[interactable]: Publications: Sequences in Scientific Articles [430,1024,676,1037]
ruler-coord: 112,046,550 [691,35,768,49]
aligned-base: T [549,1350,557,1364]
aligned-base: - [638,1410,644,1424]
aligned-base: T [372,1365,381,1379]
